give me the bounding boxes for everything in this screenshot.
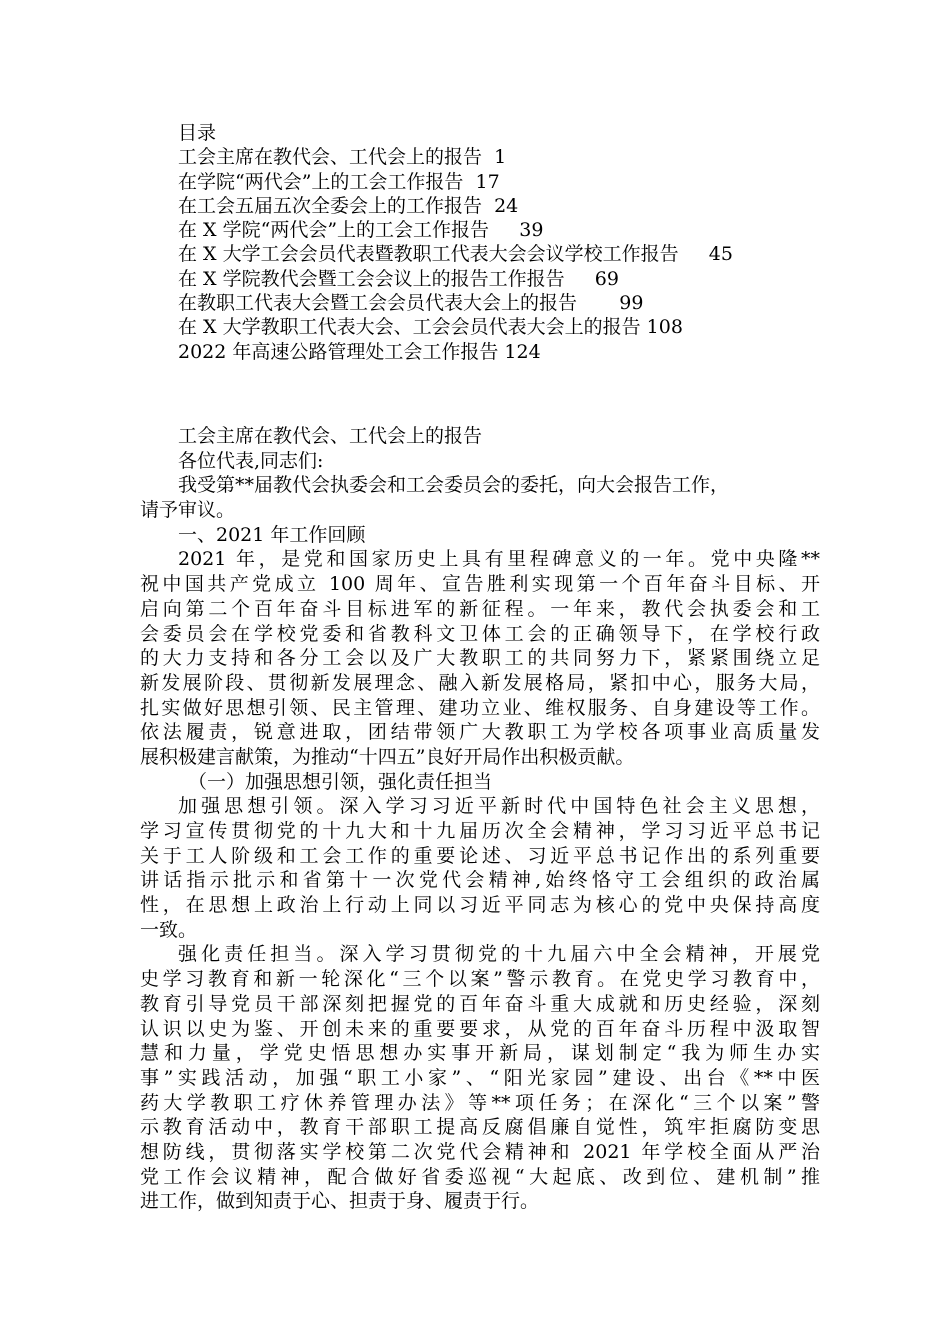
toc-entry[interactable]: 在学院“两代会”上的工会工作报告 17 <box>178 170 500 193</box>
body-line: 我受第**届教代会执委会和工会委员会的委托，向大会报告工作， <box>178 474 730 497</box>
toc-entry[interactable]: 2022 年高速公路管理处工会工作报告 124 <box>178 340 541 363</box>
report-body <box>140 424 820 1214</box>
body-line: 新发展阶段、贯彻新发展理念、融入新发展格局，紧扣中心，服务大局， <box>140 671 820 694</box>
toc-entry[interactable]: 在 X 大学教职工代表大会、工会会员代表大会上的报告 108 <box>178 316 683 339</box>
body-line: 党工作会议精神，配合做好省委巡视“大起底、改到位、建机制”推 <box>140 1165 820 1188</box>
body-line: 请予审议。 <box>140 499 236 522</box>
toc-entry[interactable]: 在工会五届五次全委会上的工作报告 24 <box>178 194 519 217</box>
section-heading: 一、2021 年工作回顾 <box>178 523 366 546</box>
body-line: 一致。 <box>140 918 198 941</box>
report-title: 工会主席在教代会、工代会上的报告 <box>178 425 483 447</box>
toc-entry[interactable]: 在教职工代表大会暨工会会员代表大会上的报告 99 <box>178 292 644 315</box>
body-line: 性，在思想上政治上行动上同以习近平同志为核心的党中央保持高度 <box>140 894 820 917</box>
subsection-heading: （一）加强思想引领，强化责任担当 <box>188 770 493 793</box>
toc-entry[interactable]: 在 X 学院教代会暨工会会议上的报告工作报告 69 <box>178 267 619 290</box>
body-line: 认识以史为鉴、开创未来的重要要求，从党的百年奋斗历程中汲取智 <box>140 1017 820 1040</box>
body-line: 想防线，贯彻落实学校第二次党代会精神和 2021 年学校全面从严治 <box>140 1140 820 1163</box>
body-line: 事”实践活动，加强“职工小家”、“阳光家园”建设、出台《**中医 <box>140 1066 820 1089</box>
body-line: 会委员会在学校党委和省教科文卫体工会的正确领导下，在学校行政 <box>140 622 820 645</box>
toc-entry[interactable]: 在 X 学院“两代会”上的工会工作报告 39 <box>178 219 544 242</box>
toc-entry[interactable]: 工会主席在教代会、工代会上的报告 1 <box>178 146 507 169</box>
body-line: 展积极建言献策，为推动“十四五”良好开局作出积极贡献。 <box>140 745 635 768</box>
toc-title: 目录 <box>178 122 217 144</box>
body-line: 药大学教职工疗休养管理办法》等**项任务；在深化“三个以案”警 <box>140 1091 820 1114</box>
body-line: 扎实做好思想引领、民主管理、建功立业、维权服务、自身建设等工作。 <box>140 696 820 719</box>
body-line: 史学习教育和新一轮深化“三个以案”警示教育。在党史学习教育中， <box>140 968 820 991</box>
body-line: 学习宣传贯彻党的十九大和十九届历次全会精神，学习习近平总书记 <box>140 820 820 842</box>
table-of-contents <box>178 121 878 364</box>
body-line: 示教育活动中，教育干部职工提高反腐倡廉自觉性，筑牢拒腐防变思 <box>140 1116 820 1139</box>
toc-entry[interactable]: 在 X 大学工会会员代表暨教职工代表大会会议学校工作报告 45 <box>178 243 733 266</box>
body-line: 教育引导党员干部深刻把握党的百年奋斗重大成就和历史经验，深刻 <box>140 992 820 1015</box>
body-line: 加强思想引领。深入学习习近平新时代中国特色社会主义思想， <box>178 795 820 818</box>
body-line: 依法履责，锐意进取，团结带领广大教职工为学校各项事业高质量发 <box>140 721 820 744</box>
body-line: 讲话指示批示和省第十一次党代会精神,始终恪守工会组织的政治属 <box>140 869 820 892</box>
body-line: 强化责任担当。深入学习贯彻党的十九届六中全会精神，开展党 <box>178 943 820 966</box>
body-line: 的大力支持和各分工会以及广大教职工的共同努力下，紧紧围绕立足 <box>140 647 820 670</box>
salutation: 各位代表,同志们: <box>178 449 324 472</box>
body-line: 2021 年，是党和国家历史上具有里程碑意义的一年。党中央隆** <box>178 548 820 571</box>
body-line: 进工作，做到知责于心、担责于身、履责于行。 <box>140 1190 540 1213</box>
body-line: 关于工人阶级和工会工作的重要论述、习近平总书记作出的系列重要 <box>140 844 820 867</box>
body-line: 启向第二个百年奋斗目标进军的新征程。一年来，教代会执委会和工 <box>140 597 820 620</box>
body-line: 慧和力量，学党史悟思想办实事开新局，谋划制定“我为师生办实 <box>140 1042 820 1065</box>
body-line: 祝中国共产党成立 100 周年、宣告胜利实现第一个百年奋斗目标、开 <box>140 573 820 596</box>
